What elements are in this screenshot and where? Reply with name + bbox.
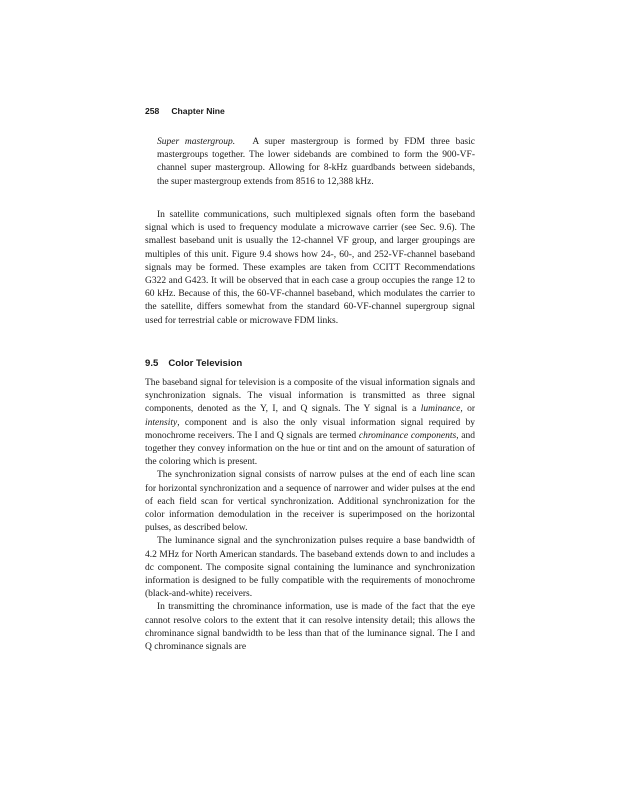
- running-header: [145, 106, 225, 116]
- section-title: Color Television: [168, 358, 243, 369]
- super-mastergroup-block: [145, 136, 475, 189]
- run-in-heading: Super mastergroup.: [157, 137, 236, 147]
- chapter-title: Chapter Nine: [171, 106, 225, 116]
- satellite-block: [145, 209, 475, 328]
- term-luminance: luminance: [420, 404, 461, 415]
- color-tv-body: [145, 377, 475, 654]
- text-run: , component and is also the only visual information signal required by monochrome receivers. The I and Q signals are termed: [145, 417, 475, 441]
- section-number: 9.5: [145, 358, 159, 369]
- text-run: , and together they convey information on the hue or tint and on the amount of saturation of the coloring which is present.: [145, 430, 476, 468]
- term-chrominance-components: chrominance components: [358, 430, 457, 441]
- ctv-paragraph-4: In transmitting the chrominance information, use is made of the fact that the eye cannot resolve colors to the extent that it can resolve intensity detail; this allows the chrominance signal bandwidth to be less than that of the luminance signal. The I and Q chrominance signals are: [145, 602, 475, 653]
- text-run: , or: [460, 404, 475, 415]
- satellite-paragraph: In satellite communications, such multiplexed signals often form the baseband signal which is used to frequency modulate a microwave carrier (see Sec. 9.6). The smallest baseband unit is usually the 12-channel VF group, and larger groupings are multiples of this unit. Figure 9.4 shows how 24-, 60-, and 252-VF-channel baseband signals may be formed. These examples are taken from CCITT Recommendations G322 and G423. It will be observed that in each case a group occupies the range 12 to 60 kHz. Because of this, the 60-VF-channel baseband, which modulates the carrier to the satellite, differs somewhat from the standard 60-VF-channel supergroup signal used for terrestrial cable or microwave FDM links.: [145, 210, 475, 326]
- text-run: The baseband signal for television is a composite of the visual information signals and synchronization signals. The visual information is transmitted as three signal components, denoted as the Y, I, and Q signals. The Y signal is a: [145, 378, 475, 415]
- section-heading: [145, 358, 242, 369]
- paragraph-text: A super mastergroup is formed by FDM three basic mastergroups together. The lower sidebands are combined to form the 900-VF-channel super mastergroup. Allowing for 8-kHz guardbands between sidebands, the super mastergroup extends from 8516 to 12,388 kHz.: [157, 137, 475, 187]
- ctv-paragraph-2: The synchronization signal consists of narrow pulses at the end of each line scan for horizontal synchronization and a sequence of narrower and wider pulses at the end of each field scan for vertical synchronization. Additional synchronization for the color information demodulation in the receiver is superimposed on the horizontal pulses, as described below.: [145, 470, 475, 534]
- term-intensity: intensity: [145, 417, 178, 428]
- ctv-paragraph-3: The luminance signal and the synchronization pulses require a base bandwidth of 4.2 MHz for North American standards. The baseband extends down to and includes a dc component. The composite signal containing the luminance and synchronization information is designed to be fully compatible with the requirements of monochrome (black-and-white) receivers.: [145, 536, 475, 600]
- page-number: 258: [145, 106, 160, 116]
- ctv-paragraph-1: [145, 377, 475, 469]
- super-mastergroup-paragraph: [157, 136, 475, 189]
